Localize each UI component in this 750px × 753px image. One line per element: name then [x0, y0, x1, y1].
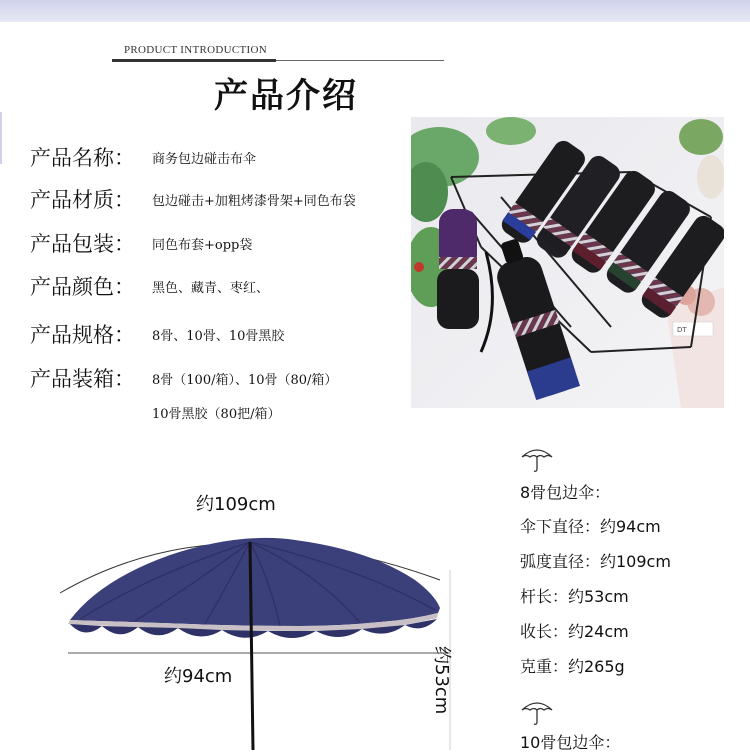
- top-band: [0, 0, 750, 22]
- bottom-diameter-label: 约94cm: [164, 666, 233, 687]
- spec-value: 8骨、10骨、10骨黑胶: [152, 329, 285, 344]
- intro-underline-thin: [276, 60, 444, 61]
- product-introduction-label: PRODUCT INTRODUCTION: [124, 44, 267, 56]
- spec-value: 8骨（100/箱）、10骨（80/箱）: [152, 373, 338, 388]
- spec-label: 产品装箱：: [30, 367, 135, 391]
- spec-value: 包边碰击+加粗烤漆骨架+同色布袋: [152, 194, 356, 209]
- spec-label: 产品包装：: [30, 232, 135, 256]
- detail-row: 收长：约24cm: [520, 622, 629, 641]
- spec-value: 黑色、藏青、枣红、: [152, 281, 270, 296]
- intro-underline-thick: [112, 59, 276, 62]
- detail-row: 弧度直径：约109cm: [520, 552, 671, 571]
- spec-value: 同色布套+opp袋: [152, 238, 253, 253]
- spec-value: 商务包边碰击布伞: [152, 152, 257, 167]
- left-accent-rule: [0, 112, 2, 164]
- photo-card-text: DT: [677, 326, 687, 334]
- umbrella-icon: [520, 445, 554, 473]
- spec-value-second-line: 10骨黑胶（80把/箱）: [152, 407, 281, 422]
- detail-row: 克重：约265g: [520, 657, 625, 676]
- detail-row: 杆长：约53cm: [520, 587, 629, 606]
- arc-diameter-label: 约109cm: [196, 494, 276, 515]
- page-title: 产品介绍: [214, 76, 358, 116]
- spec-label: 产品名称：: [30, 146, 135, 170]
- spec-label: 产品材质：: [30, 188, 135, 212]
- spec-label: 产品规格：: [30, 323, 135, 347]
- product-photo: [411, 117, 724, 408]
- length-label: 约53cm: [431, 646, 452, 715]
- umbrella-icon: [520, 698, 554, 726]
- detail-title-10-rib: 10骨包边伞：: [520, 733, 621, 752]
- detail-title-8-rib: 8骨包边伞：: [520, 483, 611, 502]
- spec-label: 产品颜色：: [30, 275, 135, 299]
- detail-row: 伞下直径：约94cm: [520, 517, 661, 536]
